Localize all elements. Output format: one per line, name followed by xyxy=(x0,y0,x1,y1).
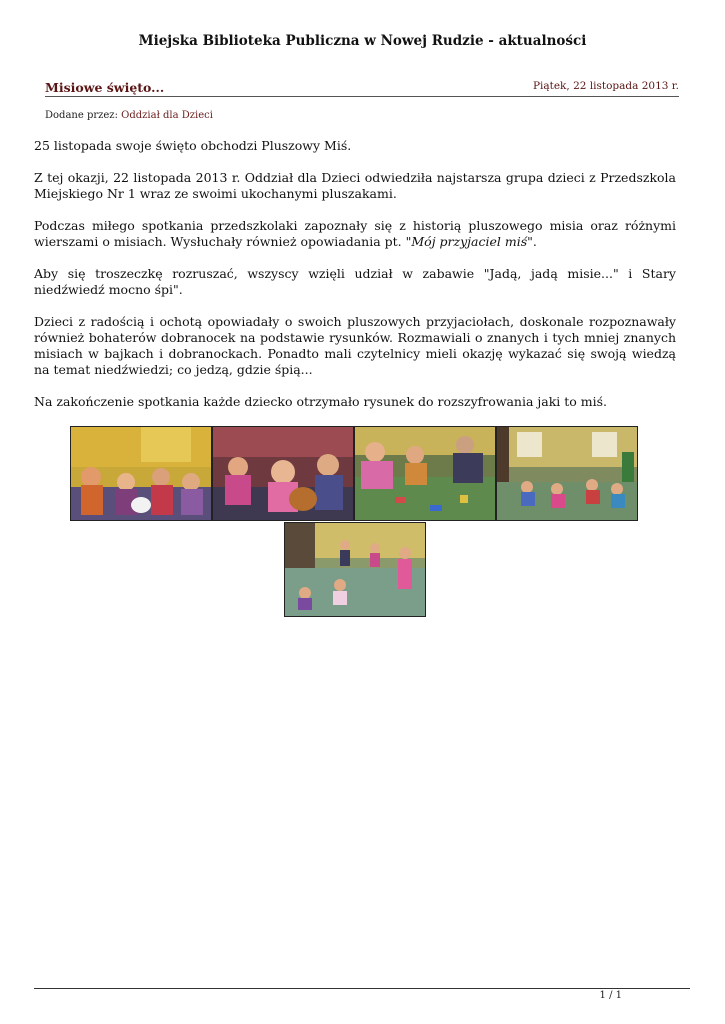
gallery-photo-4[interactable] xyxy=(496,426,638,521)
author-label: Dodane przez: xyxy=(45,110,118,121)
paragraph-text: Podczas miłego spotkania przedszkolaki zapoznały się z historią pluszowego misia oraz różnymi wierszami o misiach. Wysłuchały również opowiadania pt. " xyxy=(34,218,676,249)
page-number: 1 / 1 xyxy=(599,990,622,1001)
paragraph xyxy=(34,218,676,250)
footer-divider xyxy=(34,988,690,989)
paragraph: Dzieci z radością i ochotą opowiadały o swoich pluszowych przyjaciołach, doskonale rozpoznawały również bohaterów dobranocek na podstawie rysunków. Rozmawiali o znanych i tych mniej znanych misiach w bajkach i dobranockach. Ponadto mali czytelnicy mieli okazję wykazać się swoją wiedzą na temat niedźwiedzi; co jedzą, gdzie śpią... xyxy=(34,314,676,377)
gallery-photo-5[interactable] xyxy=(284,522,426,617)
author-line xyxy=(45,110,213,121)
paragraph: Na zakończenie spotkania każde dziecko otrzymało rysunek do rozszyfrowania jaki to miś. xyxy=(34,394,608,409)
paragraph: 25 listopada swoje święto obchodzi Pluszowy Miś. xyxy=(34,138,352,153)
story-title: Mój przyjaciel miś xyxy=(411,234,528,249)
article-content xyxy=(34,138,676,426)
article-title[interactable]: Misiowe święto... xyxy=(45,80,165,95)
site-title: Miejska Biblioteka Publiczna w Nowej Rudzie - aktualności xyxy=(138,33,587,49)
article-date: Piątek, 22 listopada 2013 r. xyxy=(532,80,679,92)
gallery-photo-1[interactable] xyxy=(70,426,212,521)
author-name[interactable]: Oddział dla Dzieci xyxy=(121,110,213,121)
article-header xyxy=(45,80,679,97)
gallery-photo-2[interactable] xyxy=(212,426,354,521)
paragraph: Z tej okazji, 22 listopada 2013 r. Oddział dla Dzieci odwiedziła najstarsza grupa dzieci z Przedszkola Miejskiego Nr 1 wraz ze swoimi ukochanymi pluszakami. xyxy=(34,170,676,201)
gallery-photo-3[interactable] xyxy=(354,426,496,521)
paragraph: Aby się troszeczkę rozruszać, wszyscy wzięli udział w zabawie "Jadą, jadą misie..." i Stary niedźwiedź mocno śpi". xyxy=(34,266,676,297)
paragraph-text: ". xyxy=(527,234,537,249)
